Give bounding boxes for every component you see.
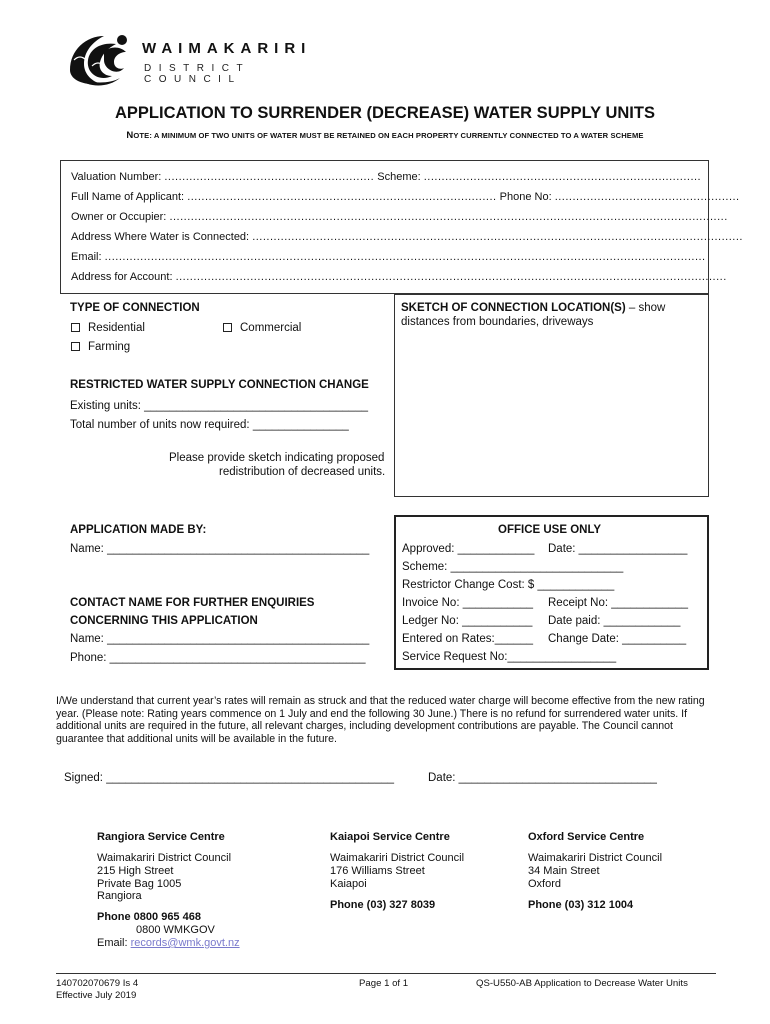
ledger-field[interactable]: Ledger No: ___________: [402, 615, 533, 627]
application-by-heading: APPLICATION MADE BY:: [70, 524, 207, 536]
farming-label: Farming: [88, 341, 131, 353]
address-account-label: Address for Account:: [71, 271, 173, 283]
applicant-details-box: [60, 160, 743, 294]
kaiapoi-address-line: Waimakariri District Council: [330, 852, 465, 864]
office-use-heading: OFFICE USE ONLY: [498, 524, 602, 536]
sketch-heading: [401, 302, 665, 314]
office-use-panel: [394, 515, 709, 670]
residential-label: Residential: [88, 322, 145, 334]
owner-occupier-field[interactable]: Owner or Occupier: .............................................................................................................................................................: [71, 211, 728, 223]
email-link[interactable]: records@wmk.govt.nz: [130, 937, 240, 949]
phone-label: Phone No:: [499, 191, 552, 203]
rangiora-phone-alt: 0800 WMKGOV: [136, 924, 215, 936]
email-label: Email:: [71, 251, 102, 263]
date-paid-field[interactable]: Date paid: ____________: [548, 615, 681, 627]
service-request-field[interactable]: Service Request No:_________________: [402, 651, 617, 663]
signed-field[interactable]: Signed: _____________________________________________: [64, 772, 395, 784]
council-logo: [64, 30, 334, 90]
note-lead: N: [126, 130, 134, 141]
declaration-text: I/We understand that current year’s rates will remain as struck and that the reduced water charge will become effective from the new rating year. (Please note: Rating years commence on 1 July and end the following 30 June.) There is no refund for surrendered water units. If additional units are required in the future, all relevant charges, including development contributions are payable. The Council cannot guarantee that additional units will be available in the future.: [56, 695, 705, 745]
sketch-subheading: distances from boundaries, driveways: [401, 316, 594, 328]
email-label: Email:: [97, 937, 131, 949]
council-logo-icon: [64, 30, 132, 88]
owner-occupier-label: Owner or Occupier:: [71, 211, 167, 223]
footer-divider: [56, 973, 716, 974]
oxford-address: [528, 852, 662, 890]
full-name-field[interactable]: Full Name of Applicant: ....................................................................................... Phone No: ....................................................: [71, 191, 740, 203]
oxford-address-line: 34 Main Street: [528, 864, 600, 877]
council-name: WAIMAKARIRI: [142, 40, 312, 57]
office-scheme-field[interactable]: Scheme: ___________________________: [402, 561, 624, 573]
total-units-field[interactable]: Total number of units now required: _______________: [70, 419, 349, 431]
oxford-address-line: Waimakariri District Council: [528, 852, 663, 864]
scheme-label: Scheme:: [377, 171, 421, 183]
contact-name-field[interactable]: Name: _________________________________________: [70, 633, 370, 645]
rangiora-address-line: Rangiora: [97, 890, 142, 903]
rangiora-address: [97, 852, 231, 903]
form-note: [0, 130, 770, 141]
checkbox-icon[interactable]: [71, 323, 80, 332]
kaiapoi-centre-heading: Kaiapoi Service Centre: [330, 831, 450, 843]
change-date-field[interactable]: Change Date: __________: [548, 633, 687, 645]
restricted-heading: RESTRICTED WATER SUPPLY CONNECTION CHANGE: [70, 379, 369, 391]
sketch-heading-tail: – show: [625, 302, 666, 314]
contact-phone-field[interactable]: Phone: ________________________________________: [70, 652, 366, 664]
residential-option[interactable]: [71, 322, 145, 334]
rangiora-address-line: 215 High Street: [97, 864, 174, 877]
sketch-panel[interactable]: [394, 294, 709, 497]
connection-type-heading: TYPE OF CONNECTION: [70, 302, 200, 314]
approved-date-field[interactable]: Date: _________________: [548, 543, 688, 555]
sketch-instruction-line2: redistribution of decreased units.: [219, 466, 386, 478]
oxford-centre-heading: Oxford Service Centre: [528, 831, 645, 843]
contact-heading-line1: CONTACT NAME FOR FURTHER ENQUIRIES: [70, 597, 315, 609]
note-lead-rest: OTE: [133, 131, 150, 140]
rangiora-address-line: Private Bag 1005: [97, 877, 182, 890]
invoice-field[interactable]: Invoice No: ___________: [402, 597, 534, 609]
footer-form-code: QS-U550-AB Application to Decrease Water Units: [476, 978, 688, 989]
rangiora-phone: Phone 0800 965 468: [97, 911, 201, 923]
restrictor-cost-field[interactable]: Restrictor Change Cost: $ ____________: [402, 579, 615, 591]
receipt-field[interactable]: Receipt No: ____________: [548, 597, 689, 609]
kaiapoi-phone: Phone (03) 327 8039: [330, 899, 436, 911]
signed-date-field[interactable]: Date: _______________________________: [428, 772, 657, 784]
oxford-phone: Phone (03) 312 1004: [528, 899, 634, 911]
kaiapoi-address-line: 176 Williams Street: [330, 864, 425, 877]
kaiapoi-address-line: Kaiapoi: [330, 877, 367, 890]
existing-units-field[interactable]: Existing units: ___________________________________: [70, 400, 368, 412]
full-name-label: Full Name of Applicant:: [71, 191, 185, 203]
footer-page: Page 1 of 1: [359, 978, 409, 989]
commercial-option[interactable]: [223, 322, 301, 334]
rangiora-address-line: Waimakariri District Council: [97, 852, 232, 864]
footer-doc-id: 140702070679 Is 4: [56, 978, 139, 989]
address-water-label: Address Where Water is Connected:: [71, 231, 250, 243]
checkbox-icon[interactable]: [223, 323, 232, 332]
contact-heading-line2: CONCERNING THIS APPLICATION: [70, 615, 258, 627]
address-water-field[interactable]: Address Where Water is Connected: ..........................................................................................................................................: [71, 231, 743, 243]
sketch-instruction-line1: Please provide sketch indicating proposed: [169, 452, 385, 464]
form-title: APPLICATION TO SURRENDER (DECREASE) WATER SUPPLY UNITS: [115, 104, 655, 122]
rangiora-centre-heading: Rangiora Service Centre: [97, 831, 225, 843]
note-text: : A MINIMUM OF TWO UNITS OF WATER MUST BE RETAINED ON EACH PROPERTY CURRENTLY CONNECTED TO A WATER SCHEME: [149, 131, 644, 140]
oxford-address-line: Oxford: [528, 877, 562, 890]
applicant-name-field[interactable]: Name: _________________________________________: [70, 543, 370, 555]
email-field[interactable]: Email: .........................................................................................................................................................................: [71, 251, 706, 263]
valuation-number-field[interactable]: Valuation Number: ........................................................... Scheme: ..............................................................................: [71, 171, 702, 183]
entered-rates-field[interactable]: Entered on Rates:______: [402, 633, 534, 645]
farming-option[interactable]: [71, 341, 130, 353]
checkbox-icon[interactable]: [71, 342, 80, 351]
commercial-label: Commercial: [240, 322, 302, 334]
council-subtitle: DISTRICT COUNCIL: [144, 63, 250, 85]
approved-field[interactable]: Approved: ____________: [402, 543, 535, 555]
valuation-number-label: Valuation Number:: [71, 171, 162, 183]
rangiora-email: [97, 937, 240, 950]
address-account-field[interactable]: Address for Account: ...........................................................................................................................................................: [71, 271, 727, 283]
kaiapoi-address: [330, 852, 464, 890]
sketch-heading-bold: SKETCH OF CONNECTION LOCATION(S): [401, 302, 626, 314]
footer-effective: Effective July 2019: [56, 990, 137, 1001]
